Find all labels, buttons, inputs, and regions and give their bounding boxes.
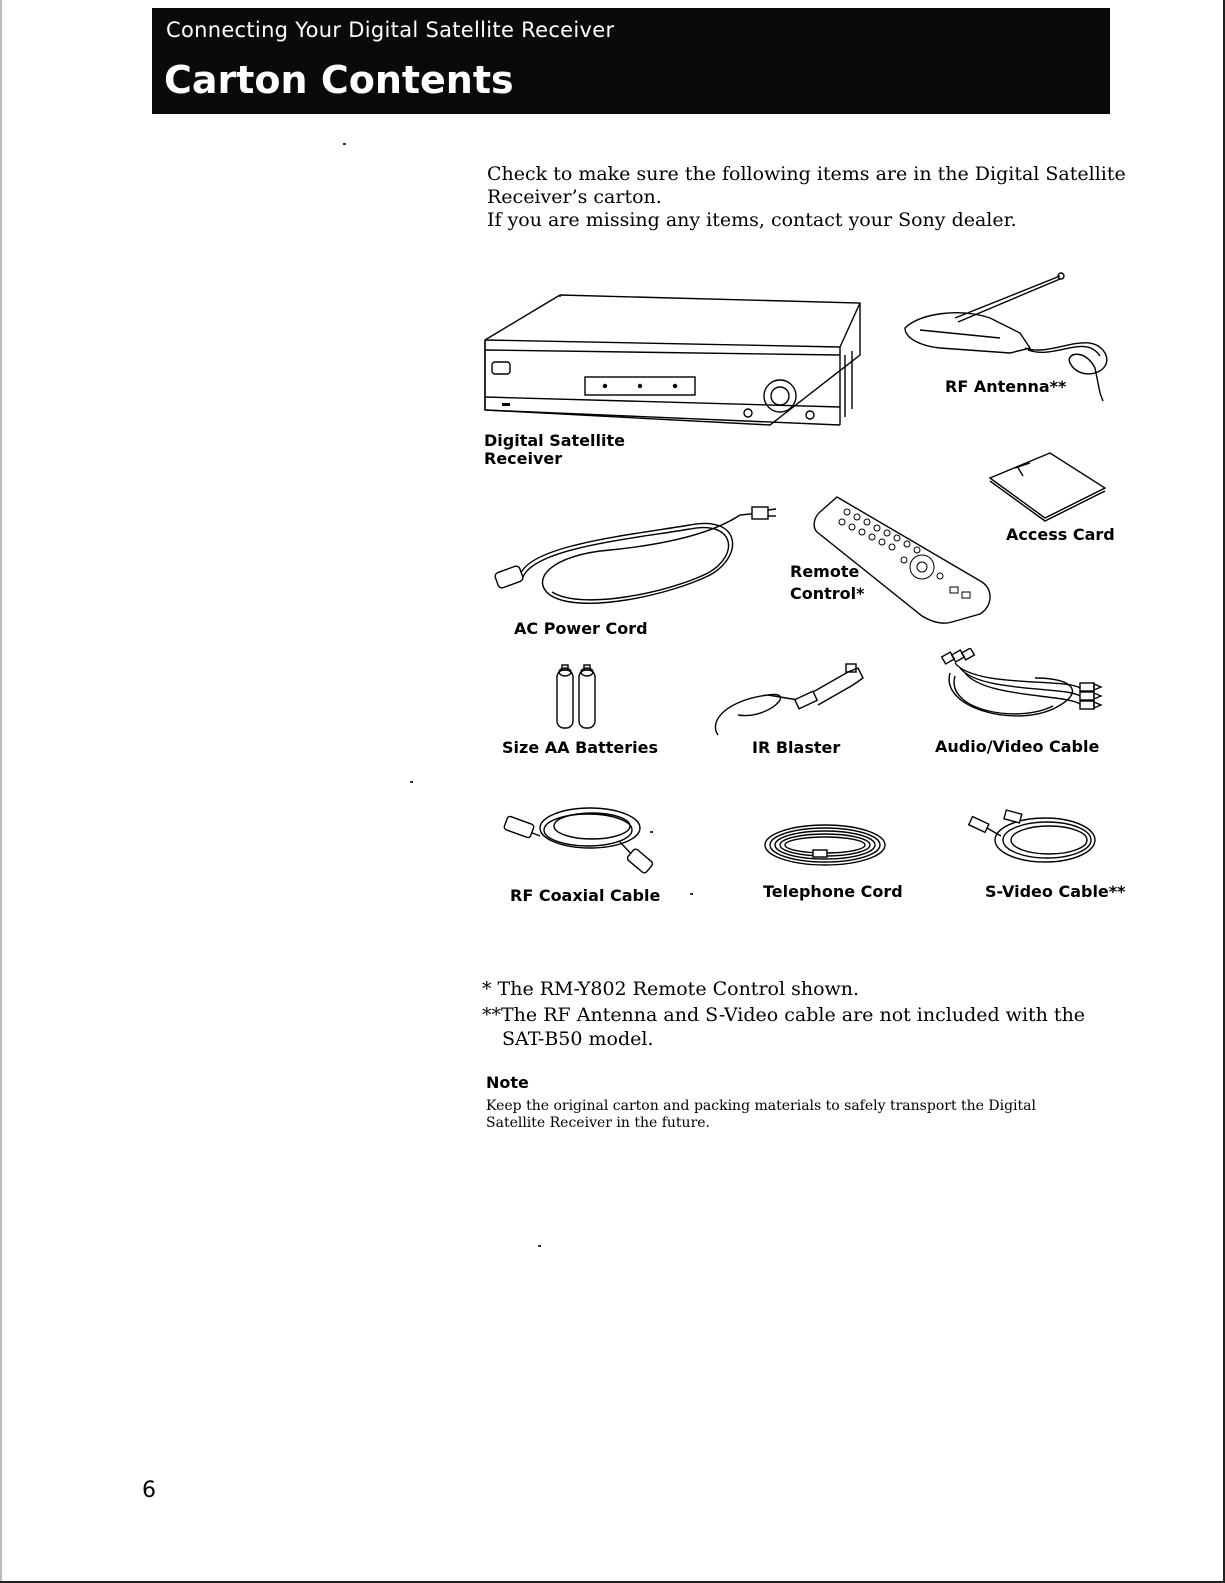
label-batteries: Size AA Batteries <box>502 738 658 757</box>
scan-speck <box>538 1245 541 1247</box>
label-rf-coaxial: RF Coaxial Cable <box>510 886 661 905</box>
telephone-cord-illustration <box>758 818 893 873</box>
page-number: 6 <box>142 1478 156 1503</box>
note-body: Keep the original carton and packing materials to safely transport the Digital Satellite Receiver in the future. <box>486 1098 1036 1131</box>
receiver-illustration <box>480 285 870 435</box>
access-card-illustration <box>985 448 1110 523</box>
rf-coaxial-illustration <box>500 798 660 878</box>
scan-speck <box>690 893 693 895</box>
label-remote-line1: Remote <box>790 562 860 581</box>
label-access-card: Access Card <box>1006 525 1115 544</box>
label-svideo-cable: S-Video Cable** <box>985 882 1126 901</box>
section-header <box>152 8 1110 114</box>
scan-speck <box>343 143 346 145</box>
label-rf-antenna: RF Antenna** <box>945 377 1067 396</box>
remote-control-illustration <box>812 492 997 627</box>
ir-blaster-illustration <box>708 660 868 740</box>
batteries-illustration <box>553 662 603 732</box>
section-subtitle: Connecting Your Digital Satellite Receiver <box>166 18 615 42</box>
footnotes <box>482 977 1122 1053</box>
scan-speck <box>650 831 653 833</box>
footnote-1: * The RM-Y802 Remote Control shown. <box>482 978 860 1000</box>
svideo-cable-illustration <box>965 808 1105 878</box>
page-left-edge <box>0 0 2 1583</box>
footnote-2: **The RF Antenna and S-Video cable are not included with the SAT-B50 model. <box>482 1004 1086 1050</box>
intro-line-1: Check to make sure the following items are in the Digital Satellite Receiver’s carton. <box>487 163 1126 208</box>
page-title: Carton Contents <box>164 58 514 102</box>
ac-power-cord-illustration <box>490 495 780 615</box>
note-heading: Note <box>486 1073 529 1092</box>
intro-line-2: If you are missing any items, contact your Sony dealer. <box>487 209 1017 231</box>
intro-text <box>487 163 1127 232</box>
label-remote-line2: Control* <box>790 584 865 603</box>
label-av-cable: Audio/Video Cable <box>935 737 1100 756</box>
label-telephone-cord: Telephone Cord <box>763 882 903 901</box>
label-ir-blaster: IR Blaster <box>752 738 841 757</box>
av-cable-illustration <box>935 648 1105 733</box>
scan-speck <box>410 781 413 783</box>
label-receiver-line2: Receiver <box>484 449 563 468</box>
label-ac-power-cord: AC Power Cord <box>514 619 648 638</box>
label-receiver-line1: Digital Satellite <box>484 431 625 450</box>
